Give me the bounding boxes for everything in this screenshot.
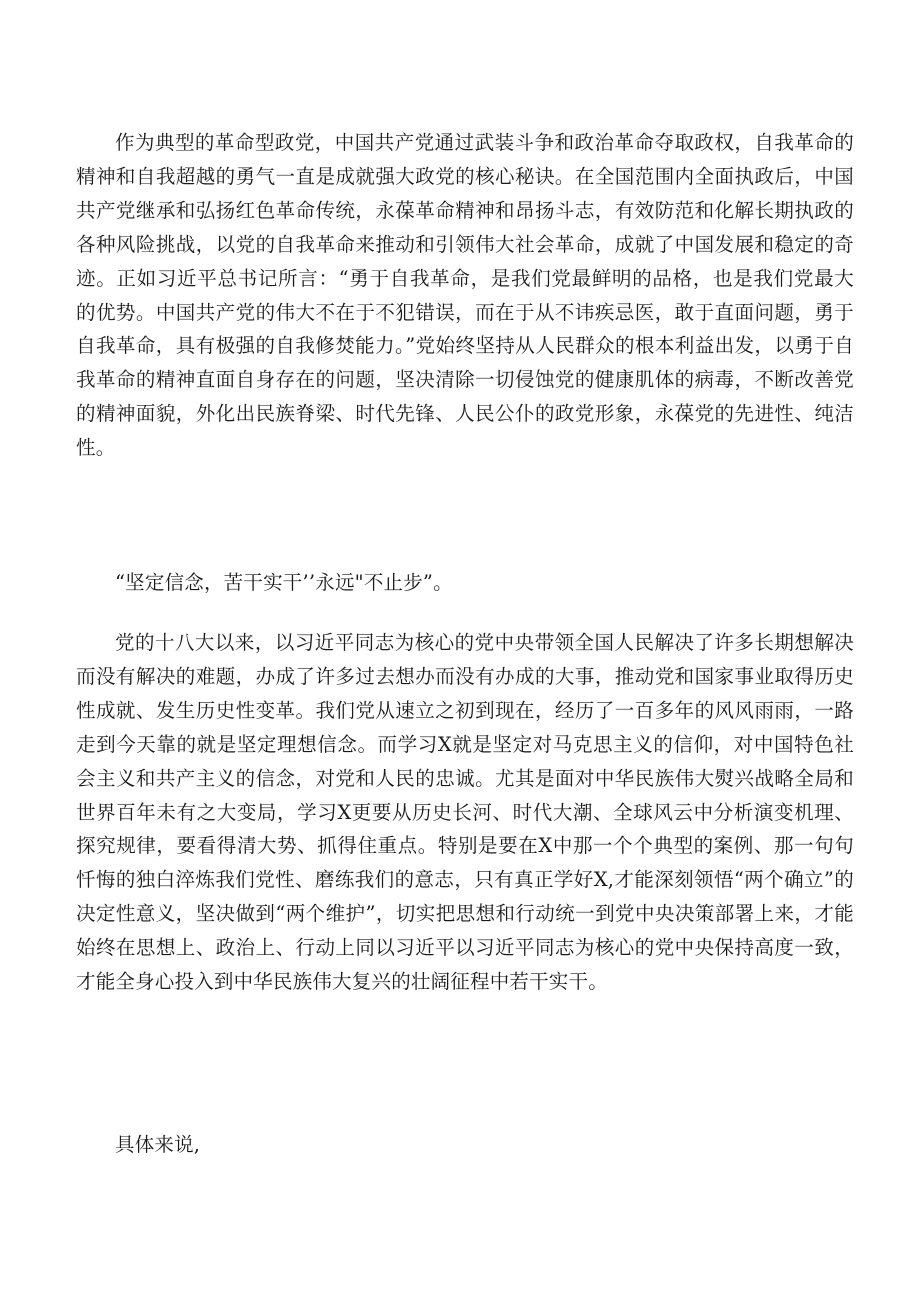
paragraph-self-revolution: 作为典型的革命型政党，中国共产党通过武装斗争和政治革命夺取政权，自我革命的精神和自我超越的勇气一直是成就强大政党的核心秘诀。在全国范围内全面执政后，中国共产党继承和弘扬红色革命传统，永葆革命精神和昂扬斗志，有效防范和化解长期执政的各种风险挑战，以党的自我革命来推动和引领伟大社会革命，成就了中国发展和稳定的奇迹。正如习近平总书记所言：“勇于自我革命，是我们党最鲜明的品格，也是我们党最大的优势。中国共产党的伟大不在于不犯错误，而在于从不讳疾忌医，敢于直面问题，勇于自我革命，具有极强的自我修焚能力。”党始终坚持从人民群众的根本利益出发，以勇于自我革命的精神直面自身存在的问题，坚决清除一切侵蚀党的健康肌体的病毒，不断改善党的精神面貌，外化出民族脊梁、时代先锋、人民公仆的政党形象，永葆党的先进性、纯洁性。 bbox=[76, 131, 854, 460]
paragraph-ideals-faith: 党的十八大以来，以习近平同志为核心的党中央带领全国人民解决了许多长期想解决而没有解决的难题，办成了许多过去想办而没有办成的大事，推动党和国家事业取得历史性成就、发生历史性变革。我们党从速立之初到现在，经历了一百多年的风风雨雨，一路走到今天靠的就是坚定理想信念。而学习X就是坚定对马克思主义的信仰，对中国特色社会主义和共产主义的信念，对党和人民的忠诚。尤其是面对中华民族伟大熨兴战略全局和世界百年未有之大变局，学习X更要从历史长河、时代大潮、全球风云中分析演变机理、探究规律，要看得清大势、抓得住重点。特别是要在X中那一个个典型的案例、那一句句忏悔的独白淬炼我们党性、磨练我们的意志，只有真正学好X,才能深刻领悟“两个确立”的决定性意义，坚决做到“两个维护”，切实把思想和行动统一到党中央决策部署上来，才能始终在思想上、政治上、行动上同以习近平以习近平同志为核心的党中央保持高度一致，才能全身心投入到中华民族伟大复兴的壮阔征程中若干实干。 bbox=[76, 631, 854, 994]
paragraph-specifically: 具体来说, bbox=[115, 1133, 201, 1156]
paragraph-slogan: “坚定信念，苦干实干’’永远"不止步”。 bbox=[115, 571, 453, 594]
